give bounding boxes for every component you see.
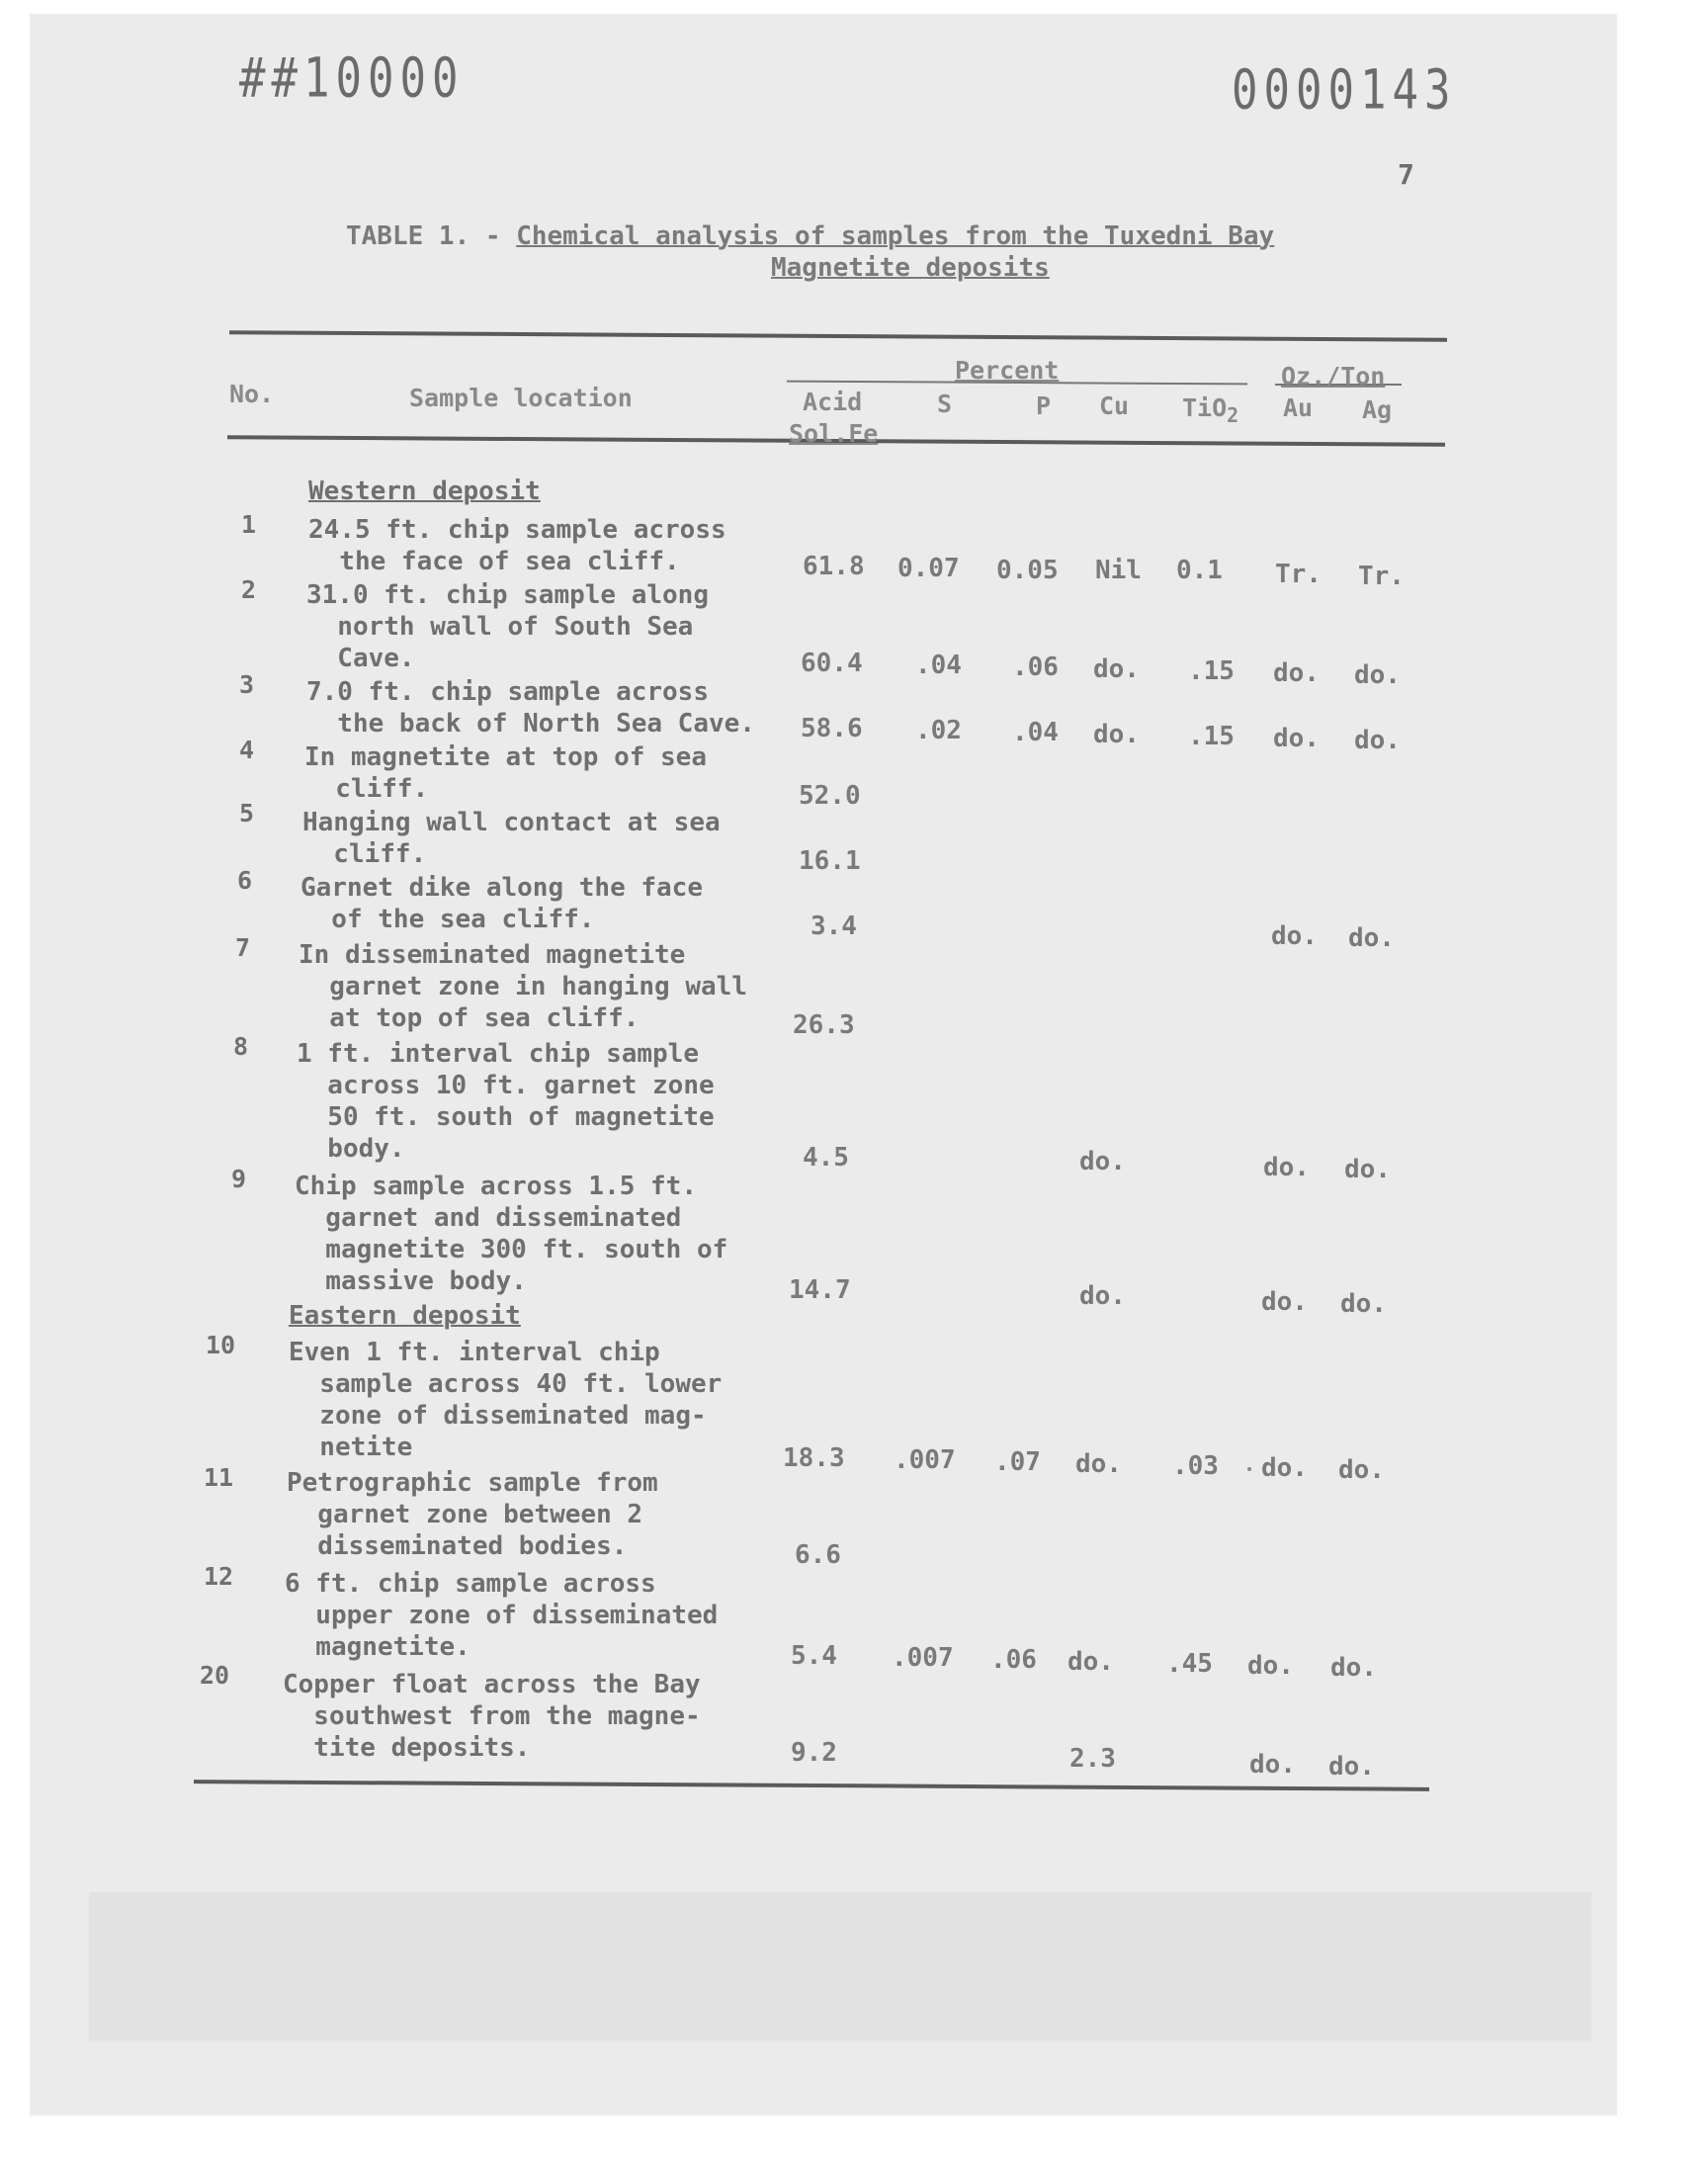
header-ag: Ag	[1362, 395, 1393, 424]
row-12-tio2: .45	[1166, 1649, 1213, 1679]
row-8-ag: do.	[1344, 1155, 1391, 1184]
row-11-number: 11	[204, 1463, 234, 1492]
row-2-location: 31.0 ft. chip sample along north wall of South Sea Cave.	[306, 580, 709, 673]
row-2-tio2: .15	[1188, 656, 1235, 686]
row-12-number: 12	[204, 1562, 234, 1591]
table-title-line1: Chemical analysis of samples from the Tuxedni Bay	[516, 221, 1275, 251]
row-3-ag: do.	[1354, 726, 1401, 755]
row-2-number: 2	[241, 575, 257, 604]
header-no: No.	[229, 380, 275, 408]
row-1-tio2: 0.1	[1176, 556, 1223, 585]
row-1-location: 24.5 ft. chip sample across the face of sea cliff.	[308, 515, 726, 576]
header-cu: Cu	[1099, 392, 1130, 420]
row-8-number: 8	[233, 1032, 249, 1061]
row-8-location: 1 ft. interval chip sample across 10 ft. garnet zone 50 ft. south of magnetite body.	[297, 1039, 715, 1164]
header-tio2-base: TiO	[1182, 393, 1228, 422]
row-12-location: 6 ft. chip sample across upper zone of disseminated magnetite.	[285, 1569, 719, 1662]
row-4-location: In magnetite at top of sea cliff.	[304, 742, 707, 804]
row-8-au: do.	[1263, 1153, 1310, 1182]
header-s: S	[937, 390, 953, 418]
row-6-ag: do.	[1348, 923, 1395, 953]
paper-sheet	[30, 14, 1617, 2116]
row-9-ag: do.	[1340, 1289, 1387, 1319]
row-2-cu: do.	[1093, 654, 1140, 684]
row-10-s: .007	[894, 1445, 956, 1475]
row-4-number: 4	[239, 736, 255, 764]
row-6-location: Garnet dike along the face of the sea cliff.	[300, 873, 703, 934]
row-20-location: Copper float across the Bay southwest from the magne- tite deposits.	[283, 1670, 701, 1763]
header-au: Au	[1283, 393, 1314, 422]
row-6-number: 6	[237, 866, 253, 895]
pencil-mark	[1247, 1467, 1251, 1471]
row-9-location: Chip sample across 1.5 ft. garnet and disseminated magnetite 300 ft. south of massive body.	[295, 1172, 728, 1296]
row-5-fe: 16.1	[799, 846, 861, 876]
row-10-ag: do.	[1338, 1455, 1385, 1485]
row-3-s: .02	[915, 716, 962, 745]
row-1-number: 1	[241, 510, 257, 539]
table-title-line2: Magnetite deposits	[771, 253, 1050, 283]
row-7-location: In disseminated magnetite garnet zone in hanging wall at top of sea cliff.	[299, 940, 747, 1033]
row-12-au: do.	[1247, 1651, 1294, 1681]
row-9-cu: do.	[1079, 1281, 1126, 1311]
row-12-s: .007	[892, 1643, 954, 1673]
row-5-location: Hanging wall contact at sea cliff.	[302, 808, 721, 869]
row-6-fe: 3.4	[811, 912, 857, 941]
section-western-deposit: Western deposit	[308, 477, 541, 506]
row-1-p: 0.05	[996, 556, 1059, 585]
row-10-cu: do.	[1075, 1449, 1122, 1479]
header-sol-fe: Sol.Fe	[789, 419, 879, 448]
row-8-cu: do.	[1079, 1147, 1126, 1176]
table-title-prefix: TABLE 1. -	[346, 221, 517, 251]
document-stamp-right: 0000143	[1232, 58, 1457, 123]
row-3-p: .04	[1012, 718, 1059, 747]
row-3-cu: do.	[1093, 720, 1140, 749]
header-sample-location: Sample location	[409, 384, 633, 412]
row-1-s: 0.07	[897, 554, 960, 583]
row-11-location: Petrographic sample from garnet zone between 2 disseminated bodies.	[287, 1468, 658, 1561]
row-12-ag: do.	[1330, 1653, 1377, 1683]
row-1-ag: Tr.	[1358, 562, 1405, 591]
section-eastern-deposit: Eastern deposit	[289, 1301, 521, 1331]
row-2-s: .04	[915, 651, 962, 680]
header-tio2	[1182, 393, 1238, 430]
row-20-ag: do.	[1328, 1752, 1375, 1782]
table-title	[346, 219, 1274, 253]
row-10-fe: 18.3	[783, 1443, 845, 1473]
row-20-cu: 2.3	[1069, 1744, 1116, 1774]
row-1-cu: Nil	[1095, 556, 1142, 585]
row-10-location: Even 1 ft. interval chip sample across 40 ft. lower zone of disseminated mag- netite	[289, 1338, 723, 1462]
row-7-fe: 26.3	[793, 1010, 855, 1040]
row-20-au: do.	[1249, 1750, 1296, 1780]
header-p: P	[1036, 392, 1052, 420]
row-3-fe: 58.6	[801, 714, 863, 743]
row-1-fe: 61.8	[803, 552, 865, 581]
row-3-location: 7.0 ft. chip sample across the back of North Sea Cave.	[306, 677, 755, 739]
row-2-ag: do.	[1354, 660, 1401, 690]
row-5-number: 5	[239, 799, 255, 827]
row-2-p: .06	[1012, 652, 1059, 682]
row-10-tio2: .03	[1172, 1451, 1219, 1481]
row-9-number: 9	[231, 1165, 247, 1193]
row-12-cu: do.	[1068, 1647, 1114, 1677]
row-4-fe: 52.0	[799, 781, 861, 811]
row-3-number: 3	[239, 670, 255, 699]
row-10-p: .07	[994, 1447, 1041, 1477]
row-9-fe: 14.7	[789, 1275, 851, 1305]
row-9-au: do.	[1261, 1287, 1308, 1317]
row-2-fe: 60.4	[801, 649, 863, 678]
row-10-au: do.	[1261, 1453, 1308, 1483]
document-stamp-left: ##10000	[239, 46, 465, 111]
row-3-tio2: .15	[1188, 722, 1235, 751]
row-6-au: do.	[1271, 921, 1318, 951]
row-2-au: do.	[1273, 658, 1320, 688]
row-12-p: .06	[990, 1645, 1037, 1675]
row-8-fe: 4.5	[803, 1143, 849, 1173]
page-number: 7	[1398, 158, 1414, 191]
row-12-fe: 5.4	[791, 1641, 837, 1671]
header-percent: Percent	[955, 356, 1060, 385]
row-10-number: 10	[206, 1331, 236, 1359]
row-11-fe: 6.6	[795, 1540, 841, 1570]
header-tio2-sub: 2	[1227, 403, 1239, 427]
row-7-number: 7	[235, 933, 251, 962]
row-1-au: Tr.	[1275, 560, 1322, 589]
row-3-au: do.	[1273, 724, 1320, 753]
header-oz-ton: Oz./Ton	[1281, 362, 1386, 391]
header-acid: Acid	[803, 388, 863, 416]
row-20-number: 20	[200, 1661, 230, 1690]
row-20-fe: 9.2	[791, 1738, 837, 1768]
